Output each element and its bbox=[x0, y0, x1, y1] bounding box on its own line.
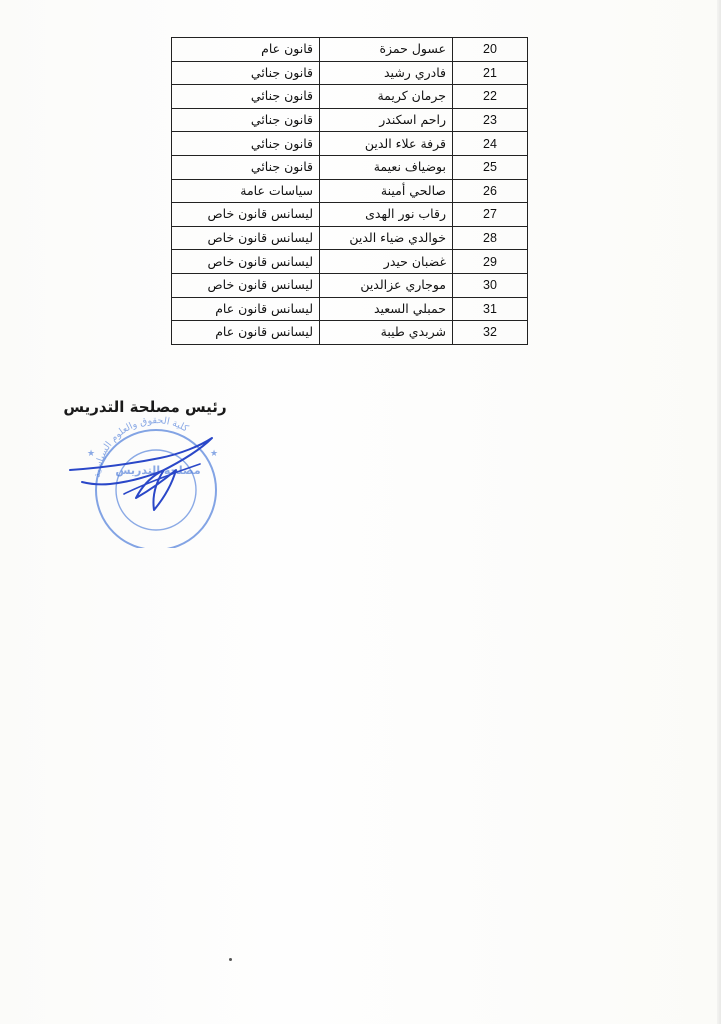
student-name-cell: خوالدي ضياء الدين bbox=[320, 226, 453, 250]
table-row bbox=[172, 132, 528, 156]
row-number-cell: 24 bbox=[453, 132, 528, 156]
table-row bbox=[172, 226, 528, 250]
students-table-body bbox=[172, 38, 528, 345]
page-speck bbox=[229, 958, 232, 961]
specialty-cell: قانون جنائي bbox=[172, 155, 320, 179]
specialty-cell: ليسانس قانون خاص bbox=[172, 226, 320, 250]
row-number-cell: 21 bbox=[453, 61, 528, 85]
specialty-cell: ليسانس قانون خاص bbox=[172, 273, 320, 297]
row-number-cell: 28 bbox=[453, 226, 528, 250]
student-name-cell: فادري رشيد bbox=[320, 61, 453, 85]
specialty-cell: ليسانس قانون عام bbox=[172, 321, 320, 345]
table-row bbox=[172, 38, 528, 62]
specialty-cell: ليسانس قانون عام bbox=[172, 297, 320, 321]
signature-title: رئيس مصلحة التدريس bbox=[63, 398, 227, 416]
student-name-cell: غضبان حيدر bbox=[320, 250, 453, 274]
student-name-cell: حمبلي السعيد bbox=[320, 297, 453, 321]
row-number-cell: 32 bbox=[453, 321, 528, 345]
specialty-cell: سياسات عامة bbox=[172, 179, 320, 203]
student-name-cell: شربدي طيبة bbox=[320, 321, 453, 345]
table-row bbox=[172, 273, 528, 297]
student-name-cell: بوضياف نعيمة bbox=[320, 155, 453, 179]
stamp-outer-text-path: كلية الحقوق والعلوم السياسية bbox=[91, 415, 191, 479]
signature-block bbox=[60, 398, 230, 548]
stamp-inner-ring bbox=[116, 450, 196, 530]
student-name-cell: موجاري عزالدين bbox=[320, 273, 453, 297]
row-number-cell: 27 bbox=[453, 203, 528, 227]
specialty-cell: قانون جنائي bbox=[172, 85, 320, 109]
scan-edge bbox=[717, 0, 721, 1024]
students-table bbox=[171, 37, 528, 345]
row-number-cell: 29 bbox=[453, 250, 528, 274]
specialty-cell: ليسانس قانون خاص bbox=[172, 250, 320, 274]
stamp-star-left: ★ bbox=[87, 449, 96, 459]
table-row bbox=[172, 85, 528, 109]
table-row bbox=[172, 203, 528, 227]
row-number-cell: 20 bbox=[453, 38, 528, 62]
stamp-inner-text: مصلحة التدريس bbox=[115, 464, 201, 477]
student-name-cell: صالحي أمينة bbox=[320, 179, 453, 203]
table-row bbox=[172, 321, 528, 345]
table-row bbox=[172, 179, 528, 203]
table-row bbox=[172, 108, 528, 132]
stamp-star-right: ★ bbox=[210, 449, 219, 459]
specialty-cell: قانون عام bbox=[172, 38, 320, 62]
student-name-cell: عسول حمزة bbox=[320, 38, 453, 62]
row-number-cell: 30 bbox=[453, 273, 528, 297]
specialty-cell: قانون جنائي bbox=[172, 108, 320, 132]
row-number-cell: 26 bbox=[453, 179, 528, 203]
official-stamp bbox=[60, 398, 230, 548]
row-number-cell: 23 bbox=[453, 108, 528, 132]
row-number-cell: 31 bbox=[453, 297, 528, 321]
row-number-cell: 25 bbox=[453, 155, 528, 179]
specialty-cell: قانون جنائي bbox=[172, 61, 320, 85]
table-row bbox=[172, 155, 528, 179]
student-name-cell: جرمان كريمة bbox=[320, 85, 453, 109]
table-row bbox=[172, 297, 528, 321]
specialty-cell: ليسانس قانون خاص bbox=[172, 203, 320, 227]
specialty-cell: قانون جنائي bbox=[172, 132, 320, 156]
row-number-cell: 22 bbox=[453, 85, 528, 109]
student-name-cell: راحم اسكندر bbox=[320, 108, 453, 132]
student-name-cell: رقاب نور الهدى bbox=[320, 203, 453, 227]
table-row bbox=[172, 61, 528, 85]
table-row bbox=[172, 250, 528, 274]
student-name-cell: قرفة علاء الدين bbox=[320, 132, 453, 156]
